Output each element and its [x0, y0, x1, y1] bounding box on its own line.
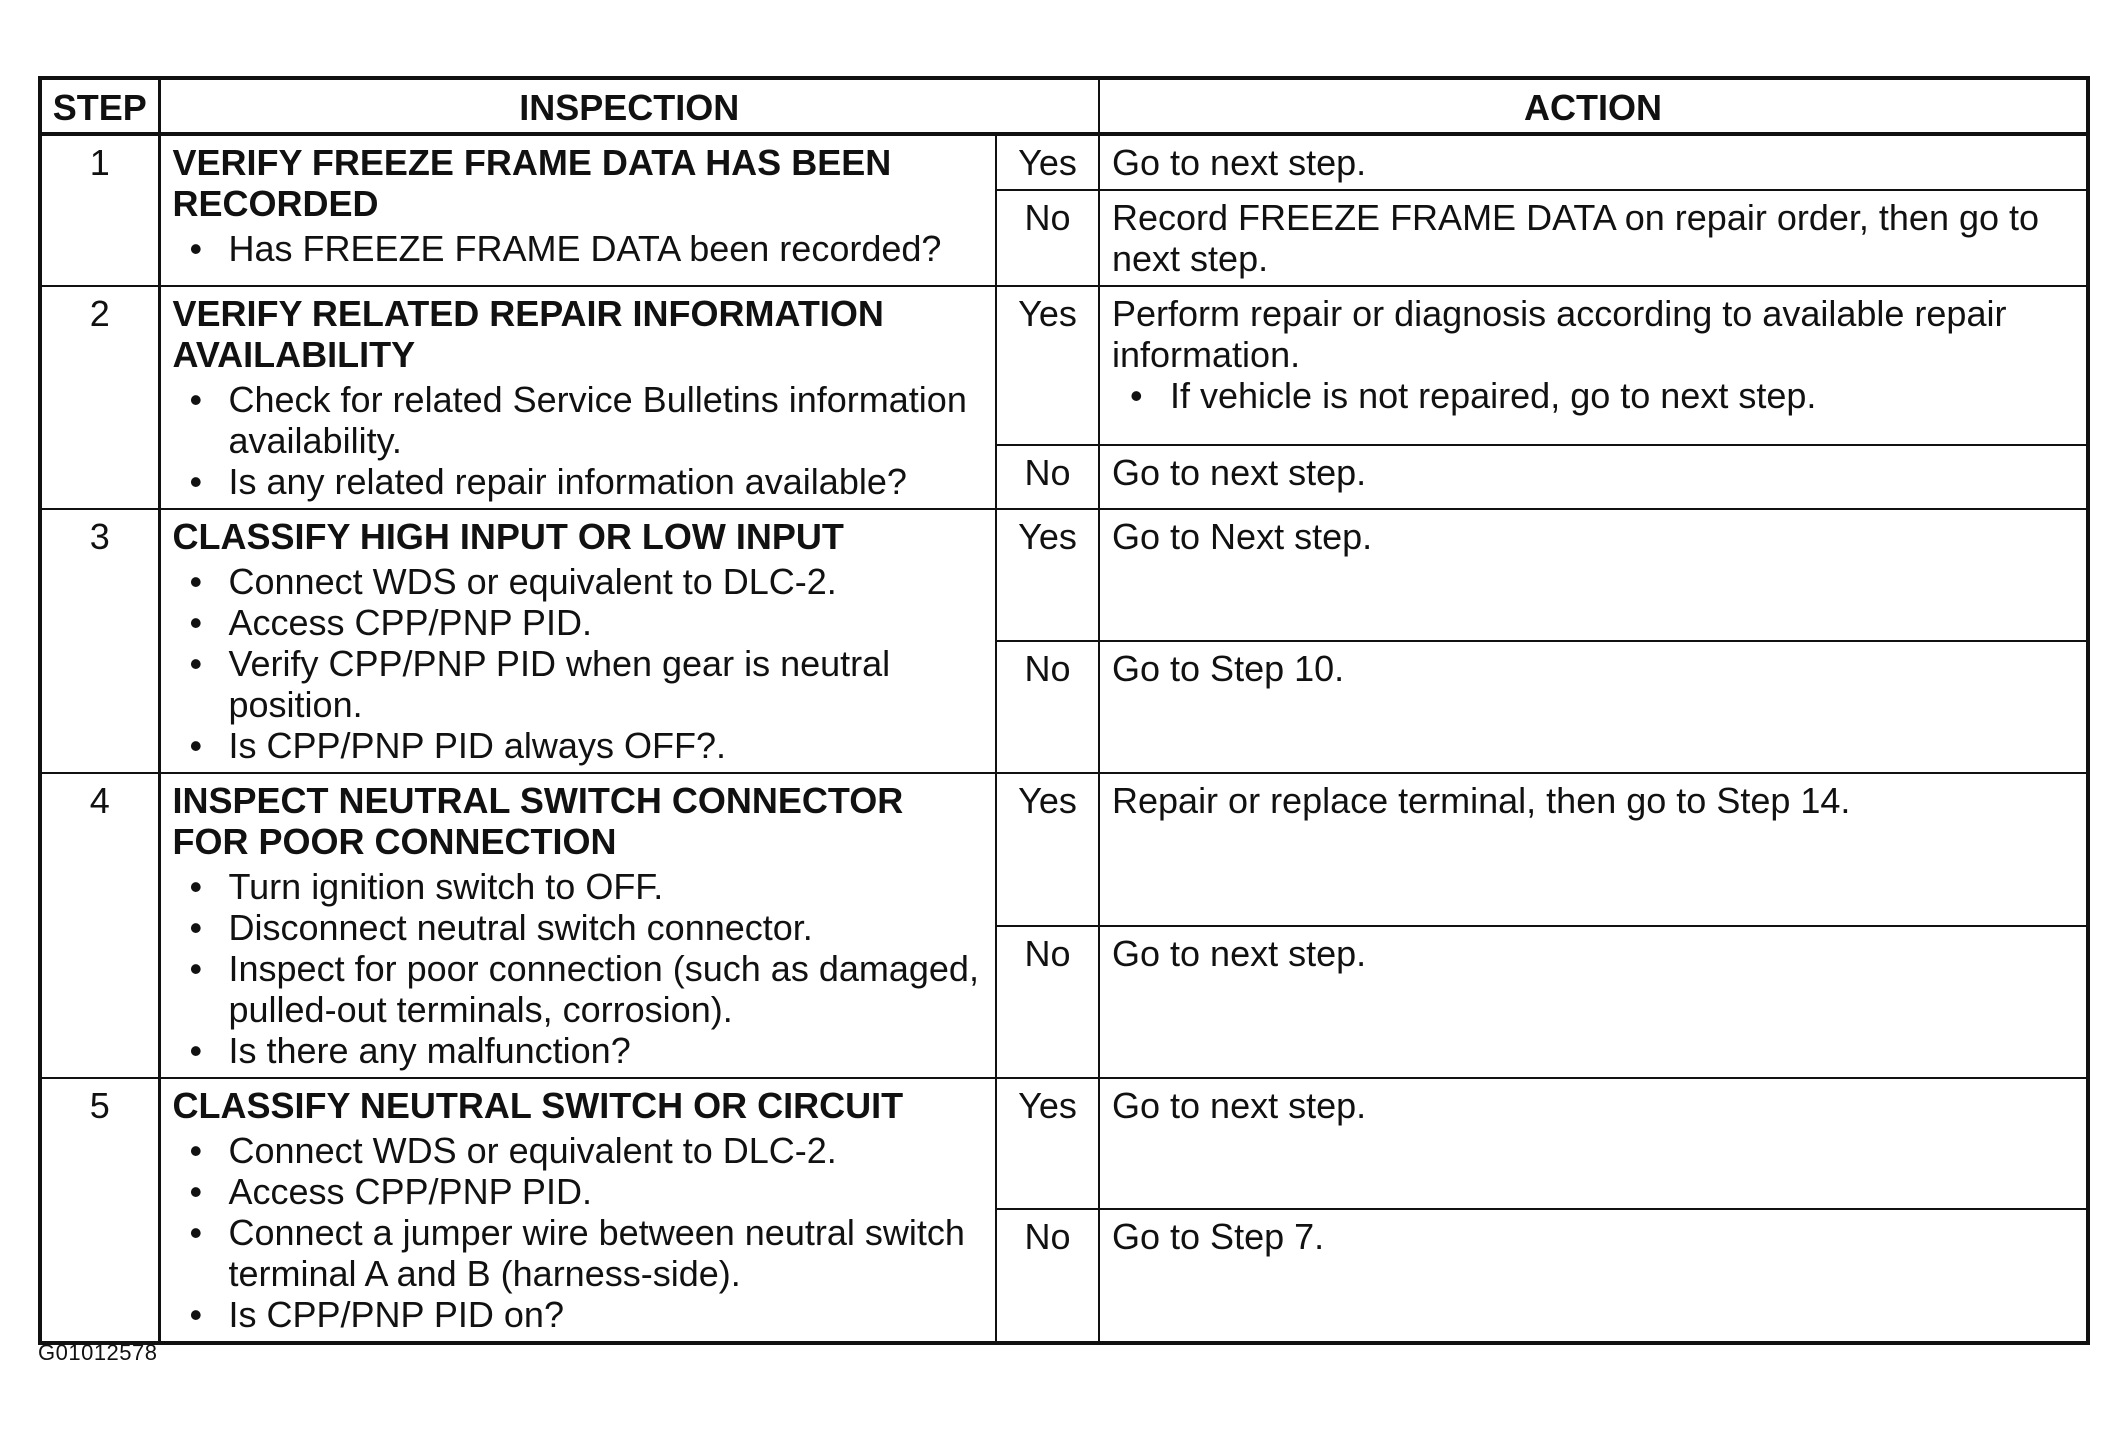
inspection-title: CLASSIFY NEUTRAL SWITCH OR CIRCUIT [172, 1085, 904, 1126]
action-column-header: ACTION [1099, 78, 2088, 134]
bullet-item [173, 1294, 986, 1335]
bullet-text: Turn ignition switch to OFF. [228, 866, 664, 907]
inspection-cell [159, 286, 996, 509]
bullet-dot-icon: • [189, 1130, 203, 1171]
inspection-title: VERIFY FREEZE FRAME DATA HAS BEEN RECORDED [172, 142, 892, 224]
no-action: Go to next step. [1099, 445, 2088, 509]
yes-action [1099, 1078, 2088, 1209]
bullet-text: Disconnect neutral switch connector. [228, 907, 813, 948]
inspection-title: VERIFY RELATED REPAIR INFORMATION AVAILABILITY [172, 293, 884, 375]
no-label: No [996, 445, 1099, 509]
inspection-cell [159, 773, 996, 1078]
bullet-item [173, 907, 986, 948]
bullet-item [173, 1130, 986, 1171]
step-row-yes [40, 1078, 2088, 1209]
step-number: 5 [40, 1078, 159, 1343]
bullet-item [173, 1030, 986, 1071]
step-number: 3 [40, 509, 159, 773]
bullet-dot-icon: • [189, 1294, 203, 1335]
bullet-item [173, 725, 986, 766]
bullet-text: Access CPP/PNP PID. [228, 602, 592, 643]
bullet-text: If vehicle is not repaired, go to next step. [1170, 375, 1817, 416]
no-label: No [996, 190, 1099, 286]
yes-action-text: Go to Next step. [1112, 516, 1373, 557]
yes-action-text: Perform repair or diagnosis according to available repair information. [1112, 293, 2007, 375]
figure-id: G01012578 [38, 1340, 158, 1365]
bullet-dot-icon: • [189, 725, 203, 766]
bullet-list [173, 561, 986, 766]
no-action: Go to Step 7. [1099, 1209, 2088, 1343]
bullet-text: Inspect for poor connection (such as damaged, pulled-out terminals, corrosion). [228, 948, 979, 1030]
bullet-item [1112, 375, 2076, 416]
yes-action [1099, 286, 2088, 445]
inspection-title: INSPECT NEUTRAL SWITCH CONNECTOR FOR POOR CONNECTION [172, 780, 904, 862]
yes-label: Yes [996, 134, 1099, 190]
bullet-dot-icon: • [189, 866, 203, 907]
bullet-text: Is CPP/PNP PID on? [228, 1294, 564, 1335]
bullet-dot-icon: • [189, 561, 203, 602]
bullet-dot-icon: • [189, 1030, 203, 1071]
no-label: No [996, 1209, 1099, 1343]
bullet-text: Connect WDS or equivalent to DLC-2. [228, 1130, 837, 1171]
step-row-yes [40, 509, 2088, 641]
no-label: No [996, 641, 1099, 773]
bullet-dot-icon: • [189, 948, 203, 989]
bullet-text: Is there any malfunction? [228, 1030, 631, 1071]
bullet-item [173, 1212, 986, 1294]
step-row-yes [40, 286, 2088, 445]
yes-action-text: Go to next step. [1112, 142, 1367, 183]
step-row-yes [40, 134, 2088, 190]
bullet-text: Is any related repair information available? [228, 461, 907, 502]
yes-label: Yes [996, 773, 1099, 926]
step-number: 2 [40, 286, 159, 509]
diagnostic-procedure-table [38, 76, 2090, 1345]
bullet-item [173, 561, 986, 602]
yes-action [1099, 773, 2088, 926]
step-row-yes [40, 773, 2088, 926]
bullet-dot-icon: • [189, 602, 203, 643]
bullet-dot-icon: • [1130, 375, 1143, 416]
yes-label: Yes [996, 286, 1099, 445]
bullet-list [173, 866, 986, 1071]
bullet-text: Connect WDS or equivalent to DLC-2. [228, 561, 837, 602]
inspection-column-header: INSPECTION [159, 78, 1099, 134]
bullet-list [173, 228, 986, 269]
bullet-item [173, 461, 986, 502]
bullet-list [1112, 375, 2076, 416]
yes-action [1099, 509, 2088, 641]
yes-label: Yes [996, 509, 1099, 641]
bullet-item [173, 643, 986, 725]
bullet-item [173, 948, 986, 1030]
yes-label: Yes [996, 1078, 1099, 1209]
no-action: Go to Step 10. [1099, 641, 2088, 773]
no-action: Go to next step. [1099, 926, 2088, 1079]
bullet-dot-icon: • [189, 379, 203, 420]
no-action: Record FREEZE FRAME DATA on repair order, then go to next step. [1099, 190, 2088, 286]
bullet-item [173, 866, 986, 907]
bullet-dot-icon: • [189, 1171, 203, 1212]
inspection-cell [159, 1078, 996, 1343]
step-number: 1 [40, 134, 159, 286]
steps-body [40, 134, 2088, 1343]
bullet-dot-icon: • [189, 907, 203, 948]
bullet-dot-icon: • [189, 228, 203, 269]
bullet-dot-icon: • [189, 1212, 203, 1253]
no-label: No [996, 926, 1099, 1079]
bullet-text: Check for related Service Bulletins information availability. [228, 379, 967, 461]
header-row [40, 78, 2088, 134]
bullet-text: Verify CPP/PNP PID when gear is neutral position. [228, 643, 891, 725]
inspection-cell [159, 134, 996, 286]
bullet-item [173, 602, 986, 643]
bullet-list [173, 379, 986, 502]
yes-action-text: Repair or replace terminal, then go to Step 14. [1112, 780, 1851, 821]
yes-action-text: Go to next step. [1112, 1085, 1367, 1126]
step-column-header: STEP [40, 78, 159, 134]
bullet-item [173, 1171, 986, 1212]
bullet-list [173, 1130, 986, 1335]
step-number: 4 [40, 773, 159, 1078]
bullet-text: Has FREEZE FRAME DATA been recorded? [228, 228, 942, 269]
yes-action [1099, 134, 2088, 190]
bullet-text: Access CPP/PNP PID. [228, 1171, 592, 1212]
inspection-title: CLASSIFY HIGH INPUT OR LOW INPUT [172, 516, 844, 557]
inspection-cell [159, 509, 996, 773]
bullet-dot-icon: • [189, 643, 203, 684]
bullet-item [173, 228, 986, 269]
bullet-dot-icon: • [189, 461, 203, 502]
bullet-text: Is CPP/PNP PID always OFF?. [228, 725, 726, 766]
bullet-item [173, 379, 986, 461]
bullet-text: Connect a jumper wire between neutral switch terminal A and B (harness-side). [228, 1212, 965, 1294]
